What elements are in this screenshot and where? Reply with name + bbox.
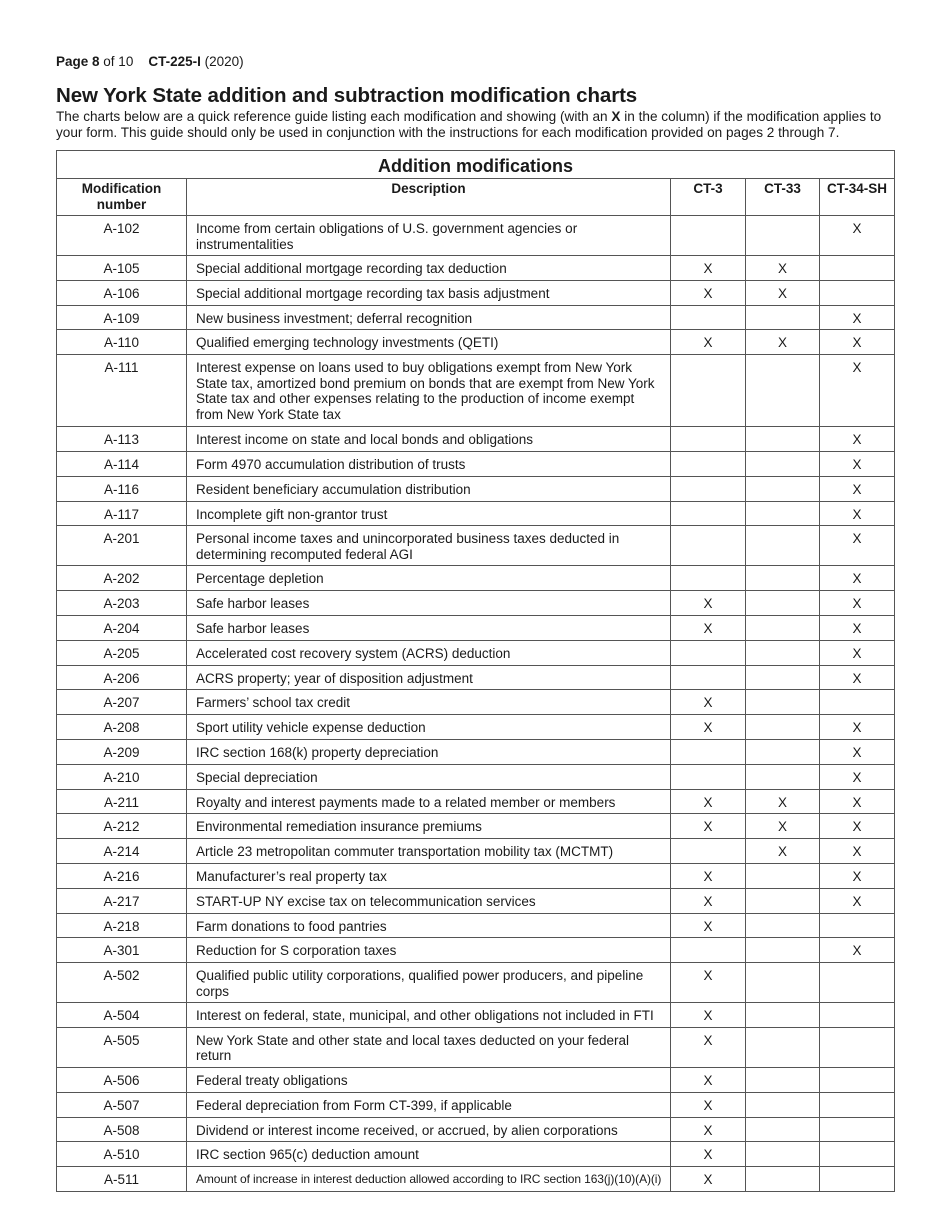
modification-number: A-204 <box>57 615 187 640</box>
modification-number: A-502 <box>57 963 187 1003</box>
ct3-mark: X <box>671 1092 746 1117</box>
column-header-ct34sh: CT-34-SH <box>820 179 895 216</box>
ct34sh-mark <box>820 280 895 305</box>
modification-description: Federal depreciation from Form CT-399, if applicable <box>187 1092 671 1117</box>
ct34sh-mark <box>820 963 895 1003</box>
ct33-mark: X <box>746 789 820 814</box>
ct34sh-mark: X <box>820 863 895 888</box>
ct34sh-mark: X <box>820 451 895 476</box>
modification-number: A-216 <box>57 863 187 888</box>
ct33-mark <box>746 690 820 715</box>
ct33-mark <box>746 863 820 888</box>
ct3-mark: X <box>671 1067 746 1092</box>
ct33-mark: X <box>746 256 820 281</box>
column-header-ct33: CT-33 <box>746 179 820 216</box>
modification-number: A-508 <box>57 1117 187 1142</box>
table-row <box>57 938 895 963</box>
ct33-mark: X <box>746 280 820 305</box>
table-row <box>57 913 895 938</box>
ct33-mark <box>746 1027 820 1067</box>
ct3-mark <box>671 839 746 864</box>
table-row <box>57 1067 895 1092</box>
ct34sh-mark: X <box>820 938 895 963</box>
intro-text-end: in the column) if the modification applies to your form. This guide should only be used in conjunction with the instructions for each modification provided on pages 2 through 7. <box>56 109 882 140</box>
ct3-mark <box>671 427 746 452</box>
modification-number: A-511 <box>57 1167 187 1192</box>
page-total: of 10 <box>103 54 134 69</box>
modification-number: A-209 <box>57 739 187 764</box>
ct34sh-mark: X <box>820 476 895 501</box>
modification-description: Farm donations to food pantries <box>187 913 671 938</box>
ct34sh-mark: X <box>820 216 895 256</box>
table-row <box>57 690 895 715</box>
table-row <box>57 330 895 355</box>
ct33-mark <box>746 427 820 452</box>
modification-number: A-217 <box>57 888 187 913</box>
ct3-mark: X <box>671 256 746 281</box>
addition-modifications-table <box>56 150 895 1192</box>
form-year: (2020) <box>204 54 244 69</box>
modification-description: Reduction for S corporation taxes <box>187 938 671 963</box>
page-title: New York State addition and subtraction modification charts <box>56 84 638 107</box>
ct34sh-mark: X <box>820 591 895 616</box>
modification-number: A-211 <box>57 789 187 814</box>
ct33-mark <box>746 591 820 616</box>
ct3-mark <box>671 566 746 591</box>
ct33-mark <box>746 665 820 690</box>
modification-number: A-507 <box>57 1092 187 1117</box>
table-row <box>57 1027 895 1067</box>
ct3-mark: X <box>671 1142 746 1167</box>
table-row <box>57 739 895 764</box>
table-row <box>57 814 895 839</box>
modification-number: A-214 <box>57 839 187 864</box>
ct34sh-mark: X <box>820 526 895 566</box>
ct3-mark <box>671 938 746 963</box>
ct34sh-mark: X <box>820 501 895 526</box>
table-row <box>57 305 895 330</box>
ct33-mark <box>746 739 820 764</box>
ct33-mark <box>746 1003 820 1028</box>
modification-description: Qualified public utility corporations, qualified power producers, and pipeline corps <box>187 963 671 1003</box>
ct34sh-mark: X <box>820 764 895 789</box>
table-row <box>57 863 895 888</box>
modification-description: New York State and other state and local taxes deducted on your federal return <box>187 1027 671 1067</box>
ct3-mark <box>671 739 746 764</box>
table-row <box>57 888 895 913</box>
modification-description: Article 23 metropolitan commuter transportation mobility tax (MCTMT) <box>187 839 671 864</box>
form-id: CT-225-I <box>148 54 201 69</box>
table-row <box>57 1003 895 1028</box>
ct3-mark <box>671 640 746 665</box>
ct3-mark <box>671 355 746 427</box>
ct33-mark <box>746 355 820 427</box>
modification-number: A-111 <box>57 355 187 427</box>
modification-description: Special additional mortgage recording tax basis adjustment <box>187 280 671 305</box>
ct33-mark <box>746 1117 820 1142</box>
ct34sh-mark: X <box>820 330 895 355</box>
ct3-mark: X <box>671 963 746 1003</box>
table-row <box>57 501 895 526</box>
ct33-mark <box>746 938 820 963</box>
modification-number: A-113 <box>57 427 187 452</box>
ct33-mark <box>746 764 820 789</box>
modification-number: A-106 <box>57 280 187 305</box>
table-caption: Addition modifications <box>57 151 895 179</box>
table-row <box>57 715 895 740</box>
table-row <box>57 789 895 814</box>
modification-description: Farmers’ school tax credit <box>187 690 671 715</box>
modification-description: Income from certain obligations of U.S. government agencies or instrumentalities <box>187 216 671 256</box>
table-row <box>57 963 895 1003</box>
modification-number: A-205 <box>57 640 187 665</box>
modification-description: Interest income on state and local bonds and obligations <box>187 427 671 452</box>
ct33-mark <box>746 451 820 476</box>
modification-number: A-105 <box>57 256 187 281</box>
modification-description: Accelerated cost recovery system (ACRS) deduction <box>187 640 671 665</box>
table-row <box>57 615 895 640</box>
ct34sh-mark: X <box>820 427 895 452</box>
ct33-mark: X <box>746 839 820 864</box>
ct34sh-mark: X <box>820 814 895 839</box>
ct3-mark: X <box>671 1003 746 1028</box>
modification-number: A-218 <box>57 913 187 938</box>
ct3-mark: X <box>671 615 746 640</box>
ct3-mark: X <box>671 913 746 938</box>
modification-number: A-207 <box>57 690 187 715</box>
modification-number: A-114 <box>57 451 187 476</box>
ct33-mark <box>746 1067 820 1092</box>
modification-description: Qualified emerging technology investments (QETI) <box>187 330 671 355</box>
ct3-mark <box>671 305 746 330</box>
page-number: Page 8 <box>56 54 100 69</box>
modification-number: A-110 <box>57 330 187 355</box>
ct3-mark <box>671 216 746 256</box>
ct3-mark: X <box>671 1117 746 1142</box>
table-row <box>57 1117 895 1142</box>
ct3-mark: X <box>671 863 746 888</box>
ct3-mark: X <box>671 1027 746 1067</box>
table-header-row <box>57 179 895 216</box>
ct3-mark: X <box>671 888 746 913</box>
modification-number: A-206 <box>57 665 187 690</box>
table-row <box>57 764 895 789</box>
intro-text-start: The charts below are a quick reference guide listing each modification and showing (with an <box>56 109 612 124</box>
ct34sh-mark: X <box>820 665 895 690</box>
ct34sh-mark <box>820 1003 895 1028</box>
ct33-mark <box>746 501 820 526</box>
ct34sh-mark <box>820 690 895 715</box>
modification-description: Personal income taxes and unincorporated business taxes deducted in determining recomputed federal AGI <box>187 526 671 566</box>
modification-description: IRC section 168(k) property depreciation <box>187 739 671 764</box>
table-row <box>57 1167 895 1192</box>
ct33-mark <box>746 640 820 665</box>
table-row <box>57 256 895 281</box>
ct34sh-mark <box>820 1027 895 1067</box>
modification-number: A-301 <box>57 938 187 963</box>
table-row <box>57 640 895 665</box>
table-row <box>57 355 895 427</box>
ct33-mark <box>746 305 820 330</box>
modification-number: A-510 <box>57 1142 187 1167</box>
ct34sh-mark <box>820 1092 895 1117</box>
modification-description: Environmental remediation insurance premiums <box>187 814 671 839</box>
ct3-mark <box>671 526 746 566</box>
table-row <box>57 591 895 616</box>
modification-number: A-505 <box>57 1027 187 1067</box>
ct3-mark: X <box>671 715 746 740</box>
table-row <box>57 216 895 256</box>
ct33-mark <box>746 715 820 740</box>
table-row <box>57 566 895 591</box>
table-row <box>57 476 895 501</box>
modification-description: Incomplete gift non-grantor trust <box>187 501 671 526</box>
ct3-mark <box>671 764 746 789</box>
table-row <box>57 1092 895 1117</box>
ct34sh-mark: X <box>820 888 895 913</box>
modification-description: Interest expense on loans used to buy obligations exempt from New York State tax, amortized bond premium on bonds that are exempt from New York State tax and other expenses relating to the production of income exempt from New York State tax <box>187 355 671 427</box>
ct34sh-mark: X <box>820 739 895 764</box>
ct33-mark <box>746 615 820 640</box>
modification-number: A-117 <box>57 501 187 526</box>
modification-number: A-109 <box>57 305 187 330</box>
column-header-description: Description <box>187 179 671 216</box>
table-row <box>57 839 895 864</box>
modification-description: Percentage depletion <box>187 566 671 591</box>
modification-number: A-208 <box>57 715 187 740</box>
ct3-mark <box>671 451 746 476</box>
table-row <box>57 280 895 305</box>
table-row <box>57 451 895 476</box>
ct34sh-mark: X <box>820 615 895 640</box>
ct3-mark: X <box>671 591 746 616</box>
modification-number: A-201 <box>57 526 187 566</box>
ct34sh-mark <box>820 256 895 281</box>
ct3-mark <box>671 501 746 526</box>
ct33-mark: X <box>746 814 820 839</box>
intro-paragraph <box>56 109 902 140</box>
ct34sh-mark <box>820 1117 895 1142</box>
table-row <box>57 526 895 566</box>
ct3-mark: X <box>671 330 746 355</box>
ct33-mark <box>746 526 820 566</box>
intro-x-mark: X <box>611 109 621 124</box>
ct3-mark <box>671 665 746 690</box>
ct34sh-mark: X <box>820 355 895 427</box>
modification-description: Royalty and interest payments made to a related member or members <box>187 789 671 814</box>
ct33-mark <box>746 476 820 501</box>
ct34sh-mark: X <box>820 789 895 814</box>
ct34sh-mark <box>820 1142 895 1167</box>
modification-number: A-506 <box>57 1067 187 1092</box>
table-body <box>57 216 895 1192</box>
ct33-mark <box>746 216 820 256</box>
ct34sh-mark: X <box>820 566 895 591</box>
page-header <box>56 54 244 69</box>
ct34sh-mark: X <box>820 305 895 330</box>
ct34sh-mark: X <box>820 640 895 665</box>
ct33-mark <box>746 963 820 1003</box>
ct33-mark: X <box>746 330 820 355</box>
modification-number: A-202 <box>57 566 187 591</box>
modification-description: Special depreciation <box>187 764 671 789</box>
ct34sh-mark <box>820 913 895 938</box>
modification-description: Safe harbor leases <box>187 615 671 640</box>
modification-number: A-212 <box>57 814 187 839</box>
modification-number: A-203 <box>57 591 187 616</box>
ct33-mark <box>746 1167 820 1192</box>
table-row <box>57 665 895 690</box>
ct3-mark: X <box>671 690 746 715</box>
ct3-mark: X <box>671 280 746 305</box>
modification-description: Federal treaty obligations <box>187 1067 671 1092</box>
ct33-mark <box>746 913 820 938</box>
modification-description: START-UP NY excise tax on telecommunication services <box>187 888 671 913</box>
modification-description: New business investment; deferral recognition <box>187 305 671 330</box>
modification-description: ACRS property; year of disposition adjustment <box>187 665 671 690</box>
ct34sh-mark <box>820 1167 895 1192</box>
modification-description: Sport utility vehicle expense deduction <box>187 715 671 740</box>
modification-description: Resident beneficiary accumulation distribution <box>187 476 671 501</box>
modification-description: IRC section 965(c) deduction amount <box>187 1142 671 1167</box>
modification-description: Amount of increase in interest deduction allowed according to IRC section 163(j)(10)(A)(i) <box>187 1167 671 1192</box>
ct33-mark <box>746 1092 820 1117</box>
modification-number: A-504 <box>57 1003 187 1028</box>
ct3-mark: X <box>671 1167 746 1192</box>
modification-number: A-210 <box>57 764 187 789</box>
ct34sh-mark: X <box>820 715 895 740</box>
ct34sh-mark: X <box>820 839 895 864</box>
modification-description: Special additional mortgage recording tax deduction <box>187 256 671 281</box>
ct3-mark: X <box>671 814 746 839</box>
modification-number: A-116 <box>57 476 187 501</box>
modification-number: A-102 <box>57 216 187 256</box>
table-row <box>57 1142 895 1167</box>
column-header-number: Modification number <box>57 179 187 216</box>
column-header-ct3: CT-3 <box>671 179 746 216</box>
modification-description: Manufacturer’s real property tax <box>187 863 671 888</box>
ct34sh-mark <box>820 1067 895 1092</box>
ct33-mark <box>746 888 820 913</box>
ct3-mark <box>671 476 746 501</box>
modification-description: Dividend or interest income received, or accrued, by alien corporations <box>187 1117 671 1142</box>
modification-description: Interest on federal, state, municipal, and other obligations not included in FTI <box>187 1003 671 1028</box>
modification-description: Safe harbor leases <box>187 591 671 616</box>
ct3-mark: X <box>671 789 746 814</box>
table-row <box>57 427 895 452</box>
ct33-mark <box>746 566 820 591</box>
modification-description: Form 4970 accumulation distribution of trusts <box>187 451 671 476</box>
ct33-mark <box>746 1142 820 1167</box>
